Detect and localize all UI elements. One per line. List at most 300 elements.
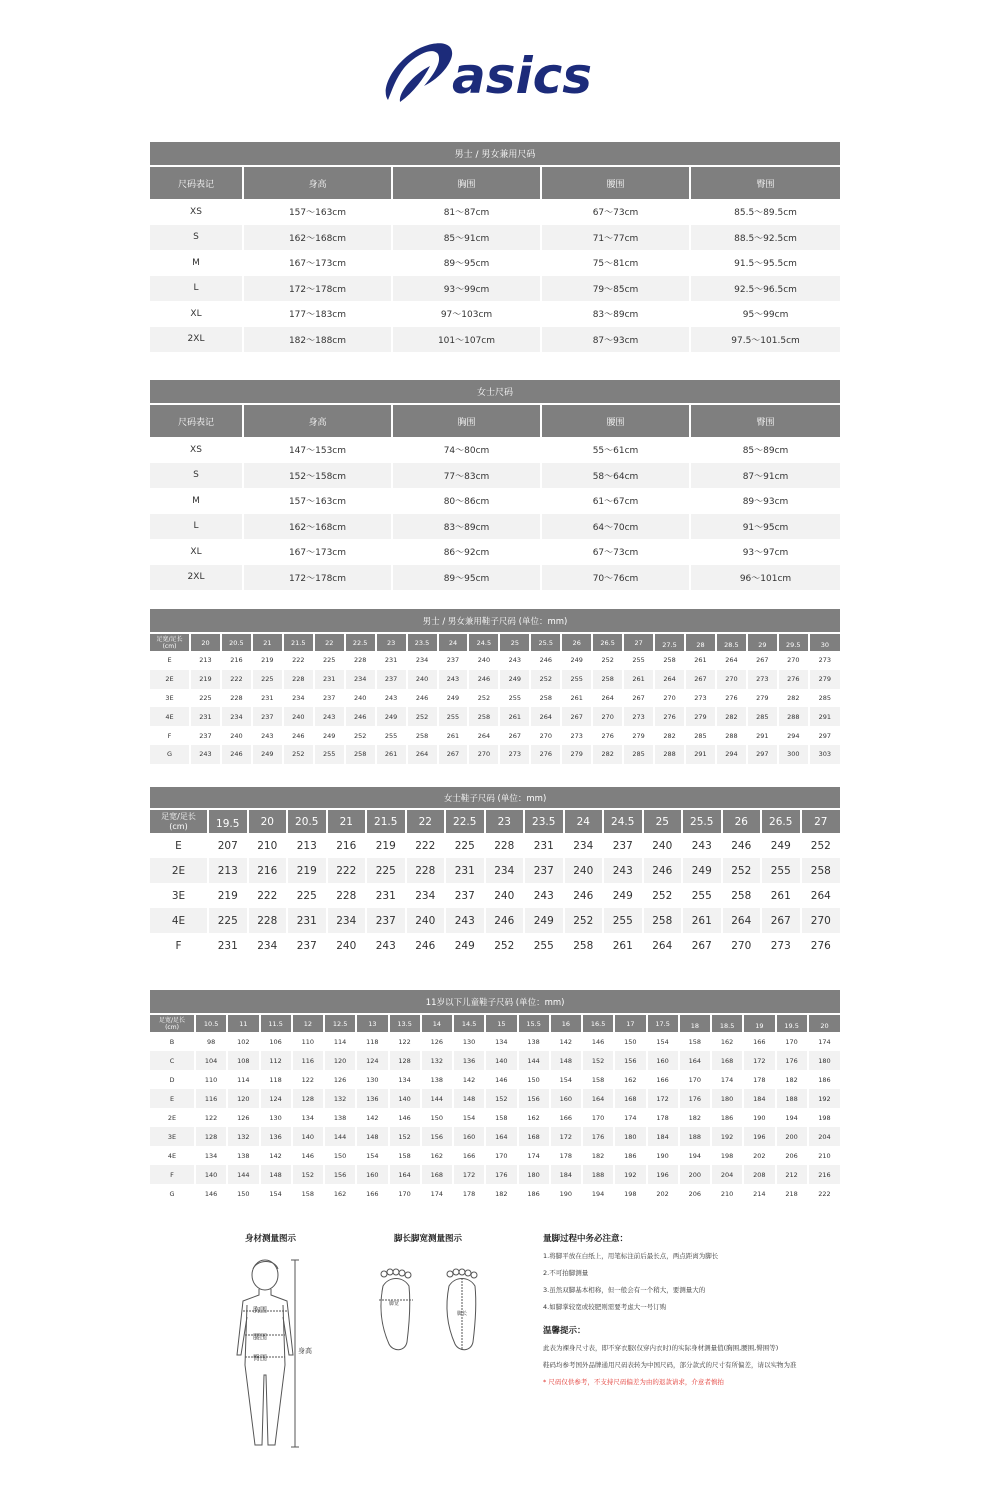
table-cell: 142 xyxy=(260,1146,292,1165)
size-header: 19.5 xyxy=(776,1014,808,1032)
table-cell: 192 xyxy=(808,1089,841,1108)
asics-logo-mark xyxy=(380,38,610,108)
table-cell: 237 xyxy=(366,908,406,933)
width-label: F xyxy=(150,933,208,958)
table-cell: 255 xyxy=(314,745,345,764)
women-shoe-size-table xyxy=(150,787,840,958)
table-cell: 89～95cm xyxy=(392,250,541,276)
table-cell: L xyxy=(150,514,243,540)
table-cell: 264 xyxy=(592,689,623,708)
table-cell: 156 xyxy=(518,1089,550,1108)
table-cell: 132 xyxy=(324,1089,356,1108)
size-header: 23 xyxy=(376,633,407,651)
table-cell: 208 xyxy=(743,1165,775,1184)
table-cell: 152 xyxy=(389,1127,421,1146)
table-cell: 249 xyxy=(603,883,643,908)
table-title: 女士尺码 xyxy=(150,380,840,404)
table-cell: 258 xyxy=(407,726,438,745)
table-row xyxy=(150,250,840,276)
table-cell: 258 xyxy=(722,883,762,908)
table-cell: 174 xyxy=(808,1032,841,1051)
table-cell: 258 xyxy=(530,689,561,708)
table-row xyxy=(150,1146,840,1165)
table-cell: 270 xyxy=(592,707,623,726)
table-row xyxy=(150,833,840,858)
table-cell: 255 xyxy=(603,908,643,933)
size-header: 20.5 xyxy=(221,633,252,651)
table-row xyxy=(150,933,840,958)
table-cell: 138 xyxy=(421,1070,453,1089)
table-row xyxy=(150,301,840,327)
table-row xyxy=(150,514,840,540)
table-cell: 288 xyxy=(654,745,685,764)
table-cell: 285 xyxy=(685,726,716,745)
size-header: 27.5 xyxy=(654,633,685,651)
table-cell: 85～89cm xyxy=(690,437,840,463)
size-header: 24.5 xyxy=(468,633,499,651)
size-header: 14.5 xyxy=(453,1014,485,1032)
table-cell: 166 xyxy=(453,1146,485,1165)
size-header: 19.5 xyxy=(208,809,248,833)
size-header: 11 xyxy=(227,1014,259,1032)
table-cell: 128 xyxy=(389,1051,421,1070)
table-cell: 249 xyxy=(499,670,530,689)
table-cell: 297 xyxy=(809,726,840,745)
table-cell: 204 xyxy=(808,1127,841,1146)
width-label: 2E xyxy=(150,670,190,689)
table-cell: 231 xyxy=(376,651,407,670)
column-header: 尺码表记 xyxy=(150,404,243,437)
table-cell: 178 xyxy=(647,1108,679,1127)
table-cell: 273 xyxy=(623,707,654,726)
table-cell: 194 xyxy=(679,1146,711,1165)
table-row xyxy=(150,539,840,565)
table-cell: L xyxy=(150,276,243,302)
table-cell: 294 xyxy=(778,726,809,745)
table-cell: 182 xyxy=(679,1108,711,1127)
size-header: 12 xyxy=(292,1014,324,1032)
table-row xyxy=(150,1032,840,1051)
table-cell: 255 xyxy=(761,858,801,883)
table-cell: 132 xyxy=(227,1127,259,1146)
table-cell: 176 xyxy=(679,1089,711,1108)
table-cell: 225 xyxy=(287,883,327,908)
table-cell: 186 xyxy=(614,1146,646,1165)
foot-width-label: 脚宽 xyxy=(389,1301,400,1307)
table-cell: 88.5～92.5cm xyxy=(690,225,840,251)
table-cell: 166 xyxy=(743,1032,775,1051)
table-header-row xyxy=(150,1014,840,1032)
table-cell: M xyxy=(150,488,243,514)
notes-title: 量脚过程中务必注意： xyxy=(543,1234,629,1244)
table-cell: 157～163cm xyxy=(243,199,392,225)
table-cell: 246 xyxy=(468,670,499,689)
table-cell: 154 xyxy=(356,1146,388,1165)
table-cell: 207 xyxy=(208,833,248,858)
size-header: 22 xyxy=(406,809,446,833)
table-cell: 140 xyxy=(485,1051,517,1070)
table-cell: 249 xyxy=(252,745,283,764)
table-cell: 146 xyxy=(582,1032,614,1051)
table-cell: 188 xyxy=(679,1127,711,1146)
size-header: 12.5 xyxy=(324,1014,356,1032)
size-header: 25 xyxy=(499,633,530,651)
table-cell: 285 xyxy=(623,745,654,764)
width-label: G xyxy=(150,745,190,764)
table-cell: 132 xyxy=(421,1051,453,1070)
table-cell: 255 xyxy=(438,707,469,726)
table-cell: 231 xyxy=(208,933,248,958)
table-cell: 186 xyxy=(711,1108,743,1127)
table-row xyxy=(150,488,840,514)
table-cell: 237 xyxy=(314,689,345,708)
table-cell: 170 xyxy=(485,1146,517,1165)
table-cell: 162 xyxy=(614,1070,646,1089)
width-label: 3E xyxy=(150,1127,195,1146)
table-cell: 122 xyxy=(195,1108,227,1127)
table-row xyxy=(150,651,840,670)
table-cell: 255 xyxy=(561,670,592,689)
table-cell: 255 xyxy=(524,933,564,958)
size-header: 26.5 xyxy=(592,633,623,651)
size-header: 21.5 xyxy=(283,633,314,651)
table-cell: 150 xyxy=(614,1032,646,1051)
table-cell: 162 xyxy=(711,1032,743,1051)
table-cell: 231 xyxy=(366,883,406,908)
table-cell: 291 xyxy=(747,726,778,745)
table-cell: 79～85cm xyxy=(541,276,690,302)
table-cell: 240 xyxy=(221,726,252,745)
table-cell: 204 xyxy=(711,1165,743,1184)
table-header-row xyxy=(150,404,840,437)
table-cell: 214 xyxy=(743,1184,775,1203)
table-cell: 234 xyxy=(221,707,252,726)
table-cell: 252 xyxy=(407,707,438,726)
kids-shoe-size-table xyxy=(150,990,840,1203)
size-header: 22.5 xyxy=(445,809,485,833)
table-cell: 67～73cm xyxy=(541,199,690,225)
table-cell: 222 xyxy=(327,858,367,883)
chest-label: 胸围 xyxy=(253,1306,267,1314)
table-cell: 234 xyxy=(564,833,604,858)
table-cell: 164 xyxy=(485,1127,517,1146)
column-header: 胸围 xyxy=(392,166,541,199)
table-cell: 146 xyxy=(389,1108,421,1127)
table-cell: 166 xyxy=(550,1108,582,1127)
table-cell: 142 xyxy=(356,1108,388,1127)
table-row xyxy=(150,883,840,908)
table-cell: 174 xyxy=(711,1070,743,1089)
width-label: 4E xyxy=(150,908,208,933)
table-cell: 273 xyxy=(809,651,840,670)
table-cell: 261 xyxy=(376,745,407,764)
table-row xyxy=(150,565,840,591)
table-cell: 213 xyxy=(208,858,248,883)
table-cell: 138 xyxy=(518,1032,550,1051)
table-cell: 276 xyxy=(801,933,841,958)
men-shoe-size-table xyxy=(150,609,840,764)
table-cell: 97.5～101.5cm xyxy=(690,327,840,353)
table-cell: 162～168cm xyxy=(243,514,392,540)
table-cell: 126 xyxy=(324,1070,356,1089)
size-header: 22.5 xyxy=(345,633,376,651)
table-cell: 180 xyxy=(614,1127,646,1146)
table-row xyxy=(150,1184,840,1203)
table-cell: 282 xyxy=(778,689,809,708)
table-cell: 118 xyxy=(260,1070,292,1089)
table-cell: 130 xyxy=(356,1070,388,1089)
table-cell: 176 xyxy=(485,1165,517,1184)
table-cell: 136 xyxy=(453,1051,485,1070)
table-cell: 225 xyxy=(208,908,248,933)
table-row xyxy=(150,1127,840,1146)
table-cell: 291 xyxy=(685,745,716,764)
column-header: 臀围 xyxy=(690,404,840,437)
table-cell: 134 xyxy=(292,1108,324,1127)
table-cell: 150 xyxy=(518,1070,550,1089)
table-cell: 120 xyxy=(227,1089,259,1108)
size-header: 20.5 xyxy=(287,809,327,833)
table-cell: 267 xyxy=(682,933,722,958)
table-cell: 240 xyxy=(406,908,446,933)
table-cell: 67～73cm xyxy=(541,539,690,565)
size-header: 21 xyxy=(252,633,283,651)
size-header: 19 xyxy=(743,1014,775,1032)
size-header: 15.5 xyxy=(518,1014,550,1032)
width-label: 4E xyxy=(150,707,190,726)
table-cell: 154 xyxy=(550,1070,582,1089)
table-cell: 152 xyxy=(582,1051,614,1070)
table-cell: 116 xyxy=(292,1051,324,1070)
table-cell: 237 xyxy=(252,707,283,726)
table-cell: 112 xyxy=(260,1051,292,1070)
table-cell: 252 xyxy=(592,651,623,670)
table-cell: 160 xyxy=(356,1165,388,1184)
table-cell: 55～61cm xyxy=(541,437,690,463)
table-cell: 243 xyxy=(252,726,283,745)
table-cell: 210 xyxy=(808,1146,841,1165)
table-cell: 213 xyxy=(190,651,221,670)
table-cell: 246 xyxy=(564,883,604,908)
table-cell: 168 xyxy=(421,1165,453,1184)
table-row xyxy=(150,858,840,883)
width-label: E xyxy=(150,833,208,858)
table-title: 男士 / 男女兼用尺码 xyxy=(150,142,840,166)
table-cell: 243 xyxy=(445,908,485,933)
table-cell: 237 xyxy=(438,651,469,670)
table-cell: 148 xyxy=(453,1089,485,1108)
table-cell: 164 xyxy=(679,1051,711,1070)
table-cell: 71～77cm xyxy=(541,225,690,251)
size-header: 22 xyxy=(314,633,345,651)
table-cell: 273 xyxy=(685,689,716,708)
table-cell: 206 xyxy=(679,1184,711,1203)
hip-label: 臀围 xyxy=(253,1354,267,1362)
table-cell: 255 xyxy=(499,689,530,708)
table-cell: 144 xyxy=(421,1089,453,1108)
table-cell: 219 xyxy=(366,833,406,858)
table-cell: 234 xyxy=(345,670,376,689)
table-cell: 152～158cm xyxy=(243,463,392,489)
table-cell: 222 xyxy=(221,670,252,689)
table-cell: 228 xyxy=(221,689,252,708)
table-cell: 180 xyxy=(518,1165,550,1184)
table-cell: 225 xyxy=(252,670,283,689)
table-cell: 219 xyxy=(190,670,221,689)
table-cell: 200 xyxy=(679,1165,711,1184)
table-cell: 243 xyxy=(524,883,564,908)
table-cell: 124 xyxy=(356,1051,388,1070)
table-cell: 198 xyxy=(808,1108,841,1127)
table-row xyxy=(150,327,840,353)
table-cell: 168 xyxy=(614,1089,646,1108)
table-cell: 261 xyxy=(561,689,592,708)
table-cell: 240 xyxy=(643,833,683,858)
table-cell: 231 xyxy=(190,707,221,726)
table-cell: 166 xyxy=(356,1184,388,1203)
table-cell: 110 xyxy=(195,1070,227,1089)
table-cell: 58～64cm xyxy=(541,463,690,489)
table-cell: 182 xyxy=(582,1146,614,1165)
table-cell: 168 xyxy=(711,1051,743,1070)
table-cell: 252 xyxy=(643,883,683,908)
table-cell: 249 xyxy=(314,726,345,745)
table-cell: 64～70cm xyxy=(541,514,690,540)
table-cell: 118 xyxy=(356,1032,388,1051)
table-cell: 184 xyxy=(647,1127,679,1146)
table-cell: 270 xyxy=(654,689,685,708)
table-cell: 196 xyxy=(743,1127,775,1146)
table-cell: 75～81cm xyxy=(541,250,690,276)
table-cell: 216 xyxy=(248,858,288,883)
table-cell: 225 xyxy=(366,858,406,883)
table-cell: 276 xyxy=(530,745,561,764)
table-cell: 162 xyxy=(518,1108,550,1127)
table-cell: 261 xyxy=(685,651,716,670)
table-cell: 228 xyxy=(345,651,376,670)
table-cell: 261 xyxy=(438,726,469,745)
table-cell: 261 xyxy=(623,670,654,689)
table-cell: 167～173cm xyxy=(243,539,392,565)
table-cell: 130 xyxy=(260,1108,292,1127)
table-cell: 237 xyxy=(287,933,327,958)
tip-2: 鞋码均参考国外品牌通用尺码表转为中国尺码，部分款式的尺寸有所偏差，请以实物为准 xyxy=(543,1361,797,1369)
table-cell: 192 xyxy=(711,1127,743,1146)
table-row xyxy=(150,1108,840,1127)
table-cell: 136 xyxy=(260,1127,292,1146)
table-cell: 160 xyxy=(647,1051,679,1070)
table-row xyxy=(150,437,840,463)
size-header: 25 xyxy=(643,809,683,833)
foot-length-label: 脚长 xyxy=(457,1311,468,1317)
table-cell: 158 xyxy=(292,1184,324,1203)
table-cell: 243 xyxy=(438,670,469,689)
table-cell: 240 xyxy=(468,651,499,670)
table-cell: 291 xyxy=(809,707,840,726)
size-header: 17 xyxy=(614,1014,646,1032)
waist-label: 腰围 xyxy=(253,1333,267,1341)
table-cell: 216 xyxy=(327,833,367,858)
size-header: 27 xyxy=(801,809,841,833)
column-header: 尺码表记 xyxy=(150,166,243,199)
table-cell: 285 xyxy=(809,689,840,708)
table-cell: 87～93cm xyxy=(541,327,690,353)
table-cell: 188 xyxy=(776,1089,808,1108)
table-row xyxy=(150,745,840,764)
table-cell: 130 xyxy=(453,1032,485,1051)
table-cell: 106 xyxy=(260,1032,292,1051)
table-cell: 252 xyxy=(530,670,561,689)
column-header: 腰围 xyxy=(541,166,690,199)
table-cell: 282 xyxy=(654,726,685,745)
table-cell: 282 xyxy=(716,707,747,726)
table-cell: 249 xyxy=(445,933,485,958)
table-cell: 279 xyxy=(623,726,654,745)
table-cell: 164 xyxy=(389,1165,421,1184)
table-cell: 264 xyxy=(643,933,683,958)
table-cell: 200 xyxy=(776,1127,808,1146)
table-cell: 252 xyxy=(485,933,525,958)
table-cell: 279 xyxy=(561,745,592,764)
width-label: 3E xyxy=(150,883,208,908)
size-header: 11.5 xyxy=(260,1014,292,1032)
width-label: 3E xyxy=(150,689,190,708)
table-cell: 158 xyxy=(389,1146,421,1165)
table-cell: 110 xyxy=(292,1032,324,1051)
table-cell: 255 xyxy=(682,883,722,908)
table-cell: 93～97cm xyxy=(690,539,840,565)
table-cell: 196 xyxy=(647,1165,679,1184)
table-cell: 267 xyxy=(499,726,530,745)
width-label: G xyxy=(150,1184,195,1203)
table-cell: 267 xyxy=(623,689,654,708)
table-cell: 177～183cm xyxy=(243,301,392,327)
table-cell: 144 xyxy=(227,1165,259,1184)
table-cell: 2XL xyxy=(150,565,243,591)
table-cell: 144 xyxy=(324,1127,356,1146)
table-cell: 210 xyxy=(248,833,288,858)
table-cell: 246 xyxy=(722,833,762,858)
table-cell: 85～91cm xyxy=(392,225,541,251)
table-cell: 180 xyxy=(808,1051,841,1070)
table-cell: 190 xyxy=(550,1184,582,1203)
table-cell: S xyxy=(150,225,243,251)
table-cell: 252 xyxy=(722,858,762,883)
table-cell: 87～91cm xyxy=(690,463,840,489)
table-cell: 273 xyxy=(499,745,530,764)
table-cell: 240 xyxy=(283,707,314,726)
table-row xyxy=(150,670,840,689)
table-cell: 210 xyxy=(711,1184,743,1203)
table-cell: 95～99cm xyxy=(690,301,840,327)
table-cell: 148 xyxy=(550,1051,582,1070)
table-row xyxy=(150,199,840,225)
size-header: 24.5 xyxy=(603,809,643,833)
table-cell: 246 xyxy=(407,689,438,708)
table-cell: 140 xyxy=(389,1089,421,1108)
size-header: 29.5 xyxy=(778,633,809,651)
table-cell: 228 xyxy=(283,670,314,689)
table-cell: 86～92cm xyxy=(392,539,541,565)
table-cell: 276 xyxy=(592,726,623,745)
table-cell: 91～95cm xyxy=(690,514,840,540)
table-cell: 237 xyxy=(190,726,221,745)
table-cell: 172 xyxy=(743,1051,775,1070)
table-cell: 152 xyxy=(485,1089,517,1108)
table-cell: 166 xyxy=(647,1070,679,1089)
table-cell: 240 xyxy=(327,933,367,958)
table-cell: 231 xyxy=(445,858,485,883)
